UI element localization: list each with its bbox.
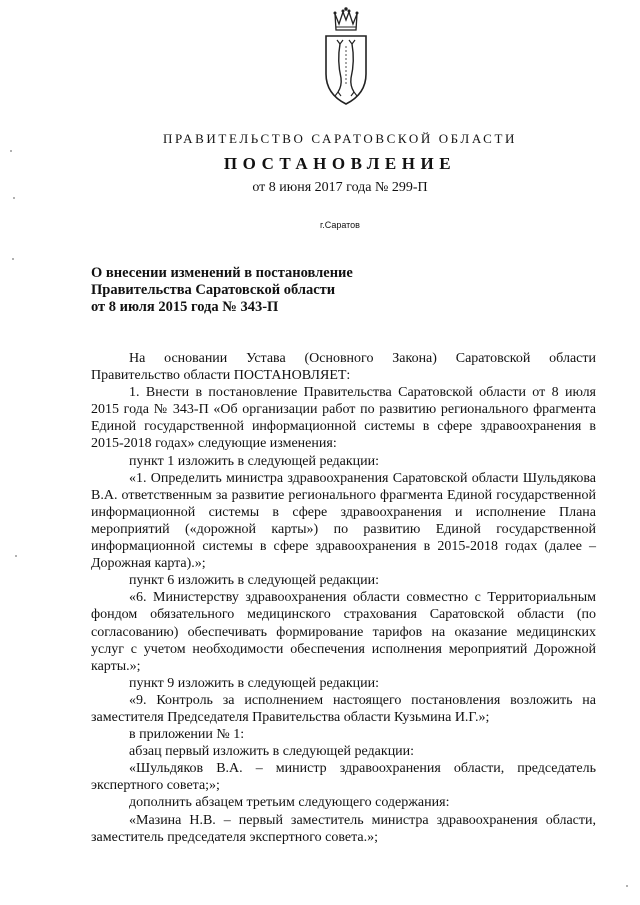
body-paragraph: На основании Устава (Основного Закона) Саратовской области Правительство области ПОСТАНОВЛЯЕТ: — [91, 351, 596, 384]
subject-line: Правительства Саратовской области — [91, 282, 336, 298]
body-paragraph: «1. Определить министра здравоохранения Саратовской области Шульдякова В.А. ответственным за развитие регионального фрагмента Единой государственной информационной системы в сфере здравоохранения и исполнение Плана мероприятий («дорожной карты») по развитию Единой государственной информационной системы в сфере здравоохранения в 2015-2018 годах (далее – Дорожная карта).»; — [91, 470, 596, 572]
body-paragraph: дополнить абзацем третьим следующего содержания: — [129, 795, 450, 811]
body-paragraph: «Мазина Н.В. – первый заместитель министра здравоохранения области, заместитель председателя экспертного совета.»; — [91, 812, 596, 845]
body-paragraph: абзац первый изложить в следующей редакции: — [129, 744, 415, 760]
saratov-coat-of-arms-icon — [319, 6, 373, 112]
body-paragraph: 1. Внести в постановление Правительства Саратовской области от 8 июля 2015 года № 343-П «Об организации работ по развитию регионального фрагмента Единой государственной информационной системы в сфере здравоохранения в 2015-2018 годах» следующие изменения: — [91, 385, 596, 452]
body-paragraph: «9. Контроль за исполнением настоящего постановления возложить на заместителя Председателя Правительства области Кузьмина И.Г.»; — [91, 692, 596, 725]
document-body — [91, 350, 596, 846]
body-paragraph: «6. Министерству здравоохранения области совместно с Территориальным фондом обязательного медицинского страхования Саратовской области (по согласованию) обеспечивать формирование тарифов на оказание медицинских услуг с учетом необходимости обеспечения исполнения мероприятий Дорожной карты.»; — [91, 590, 596, 674]
body-paragraph: пункт 9 изложить в следующей редакции: — [129, 675, 379, 691]
scan-speck — [12, 258, 14, 260]
scan-speck — [10, 150, 12, 152]
scan-speck — [626, 885, 628, 887]
document-type-title: ПОСТАНОВЛЕНИЕ — [223, 154, 457, 173]
body-paragraph: «Шульдяков В.А. – министр здравоохранения области, председатель экспертного совета;»; — [91, 761, 596, 794]
body-paragraph: пункт 6 изложить в следующей редакции: — [129, 573, 379, 589]
scan-speck — [15, 555, 17, 557]
document-date-number: от 8 июня 2017 года № 299-П — [252, 180, 428, 195]
scan-speck — [13, 197, 15, 199]
body-paragraph: пункт 1 изложить в следующей редакции: — [129, 453, 379, 469]
document-subject — [91, 265, 353, 316]
subject-line: О внесении изменений в постановление — [91, 265, 353, 281]
subject-line: от 8 июля 2015 года № 343-П — [91, 299, 279, 315]
document-city: г.Саратов — [320, 220, 360, 230]
government-name: ПРАВИТЕЛЬСТВО САРАТОВСКОЙ ОБЛАСТИ — [163, 131, 517, 146]
body-paragraph: в приложении № 1: — [129, 727, 245, 743]
